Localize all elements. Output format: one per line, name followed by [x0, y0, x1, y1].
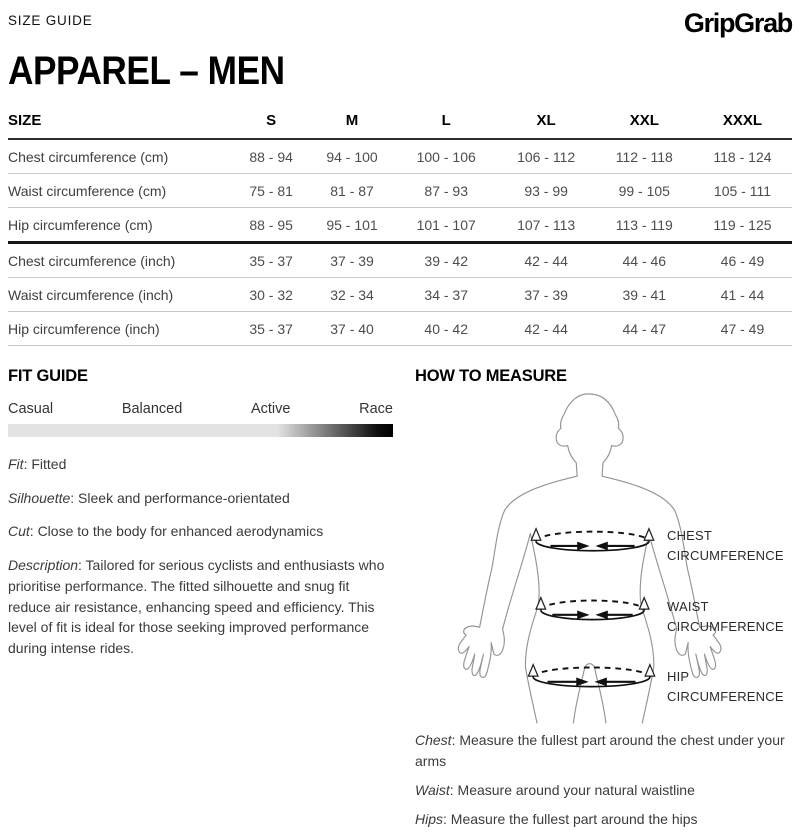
how-to-measure-section — [415, 367, 792, 838]
column-header-m: M — [308, 107, 396, 139]
fit-scale-label-casual: Casual — [8, 401, 54, 417]
tip-label: Chest — [415, 732, 452, 748]
size-value-cell: 40 - 42 — [396, 312, 497, 346]
attribute-label: Cut — [8, 523, 30, 540]
size-value-cell: 44 - 47 — [596, 312, 693, 346]
size-value-cell: 93 - 99 — [497, 174, 596, 208]
size-value-cell: 119 - 125 — [693, 208, 792, 243]
row-label: Hip circumference (cm) — [8, 208, 234, 243]
fit-attributes — [8, 454, 393, 659]
size-value-cell: 118 - 124 — [693, 139, 792, 174]
chest-measure-ellipse — [531, 529, 653, 551]
row-label: Waist circumference (inch) — [8, 278, 234, 312]
measure-tip-waist: Waist: Measure around your natural waistline — [415, 782, 695, 798]
size-value-cell: 101 - 107 — [396, 208, 497, 243]
attribute-label: Silhouette — [8, 489, 71, 506]
gripgrab-logo: GripGrab — [683, 8, 792, 38]
size-value-cell: 39 - 41 — [596, 278, 693, 312]
fit-scale-label-active: Active — [250, 401, 291, 417]
page-header — [8, 10, 792, 37]
measure-label-hip — [667, 667, 784, 706]
size-value-cell: 47 - 49 — [693, 312, 792, 346]
measure-label-part: WAIST — [667, 599, 709, 614]
table-row — [8, 139, 792, 174]
size-value-cell: 32 - 34 — [308, 278, 396, 312]
size-value-cell: 42 - 44 — [497, 312, 596, 346]
size-value-cell: 34 - 37 — [396, 278, 497, 312]
size-value-cell: 100 - 106 — [396, 139, 497, 174]
measure-tip-hips: Hips: Measure the fullest part around the hips — [415, 811, 698, 827]
size-table-head — [8, 107, 792, 139]
fit-scale-label-balanced: Balanced — [121, 401, 183, 417]
tip-label: Hips — [415, 811, 444, 827]
fit-attribute-silhouette: Silhouette: Sleek and performance-orientated — [8, 489, 290, 506]
measurement-diagram — [415, 390, 792, 724]
table-row — [8, 312, 792, 346]
measure-label-part: HIP — [667, 669, 690, 684]
measure-tip-chest: Chest: Measure the fullest part around the chest under your arms — [415, 732, 785, 769]
size-table — [8, 107, 792, 346]
measure-label-suffix: CIRCUMFERENCE — [667, 688, 784, 704]
size-value-cell: 35 - 37 — [234, 243, 308, 278]
column-header-l: L — [396, 107, 497, 139]
size-value-cell: 46 - 49 — [693, 243, 792, 278]
waist-measure-ellipse — [536, 598, 649, 620]
size-value-cell: 81 - 87 — [308, 174, 396, 208]
size-value-cell: 113 - 119 — [596, 208, 693, 243]
column-header-xxl: XXL — [596, 107, 693, 139]
size-value-cell: 37 - 39 — [308, 243, 396, 278]
size-value-cell: 75 - 81 — [234, 174, 308, 208]
fit-attribute-cut: Cut: Close to the body for enhanced aerodynamics — [8, 523, 324, 540]
size-value-cell: 30 - 32 — [234, 278, 308, 312]
size-value-cell: 105 - 111 — [693, 174, 792, 208]
fit-scale-gradient-bar — [8, 424, 393, 437]
measure-label-suffix: CIRCUMFERENCE — [667, 547, 784, 563]
size-value-cell: 35 - 37 — [234, 312, 308, 346]
page-title: APPAREL – MEN — [8, 49, 285, 93]
size-value-cell: 37 - 40 — [308, 312, 396, 346]
fit-guide-section — [8, 367, 393, 838]
row-label: Hip circumference (inch) — [8, 312, 234, 346]
size-value-cell: 94 - 100 — [308, 139, 396, 174]
size-table-body — [8, 139, 792, 346]
measure-label-suffix: CIRCUMFERENCE — [667, 618, 784, 634]
attribute-label: Fit — [8, 456, 24, 472]
size-value-cell: 41 - 44 — [693, 278, 792, 312]
size-value-cell: 88 - 95 — [234, 208, 308, 243]
size-value-cell: 42 - 44 — [497, 243, 596, 278]
column-header-xl: XL — [497, 107, 596, 139]
hip-measure-ellipse — [528, 665, 654, 687]
inner-legs-outline — [573, 664, 606, 723]
measure-label-part: CHEST — [667, 528, 713, 543]
size-value-cell: 99 - 105 — [596, 174, 693, 208]
size-value-cell: 95 - 101 — [308, 208, 396, 243]
column-header-s: S — [234, 107, 308, 139]
size-value-cell: 39 - 42 — [396, 243, 497, 278]
column-header-xxxl: XXXL — [693, 107, 792, 139]
row-label: Chest circumference (inch) — [8, 243, 234, 278]
size-value-cell: 112 - 118 — [596, 139, 693, 174]
table-row — [8, 174, 792, 208]
table-row — [8, 208, 792, 243]
size-value-cell: 37 - 39 — [497, 278, 596, 312]
size-guide-eyebrow: SIZE GUIDE — [8, 13, 93, 28]
measure-tips — [415, 730, 792, 830]
size-value-cell: 88 - 94 — [234, 139, 308, 174]
fit-attribute-fit: Fit: Fitted — [8, 456, 67, 472]
column-header-size: SIZE — [8, 107, 234, 139]
size-table-header-row — [8, 107, 792, 139]
size-value-cell: 106 - 112 — [497, 139, 596, 174]
measure-label-chest — [667, 526, 784, 565]
fit-guide-title: FIT GUIDE — [8, 367, 88, 385]
lower-section — [8, 367, 792, 838]
row-label: Waist circumference (cm) — [8, 174, 234, 208]
table-row — [8, 243, 792, 278]
attribute-label: Description — [8, 557, 79, 574]
size-value-cell: 107 - 113 — [497, 208, 596, 243]
fit-scale-label-race: Race — [359, 401, 393, 417]
fit-attribute-description: Description: Tailored for serious cyclists and enthusiasts who prioritise performance. The fitted silhouette and snug fit reduce air resistance, enhancing speed and efficiency. This level of fit is ideal for those seeking improved performance during intense rides. — [8, 557, 385, 657]
size-value-cell: 87 - 93 — [396, 174, 497, 208]
size-value-cell: 44 - 46 — [596, 243, 693, 278]
fit-scale-labels — [8, 401, 393, 417]
table-row — [8, 278, 792, 312]
tip-label: Waist — [415, 782, 450, 798]
measure-label-waist — [667, 597, 784, 636]
row-label: Chest circumference (cm) — [8, 139, 234, 174]
how-to-measure-title: HOW TO MEASURE — [415, 367, 567, 385]
